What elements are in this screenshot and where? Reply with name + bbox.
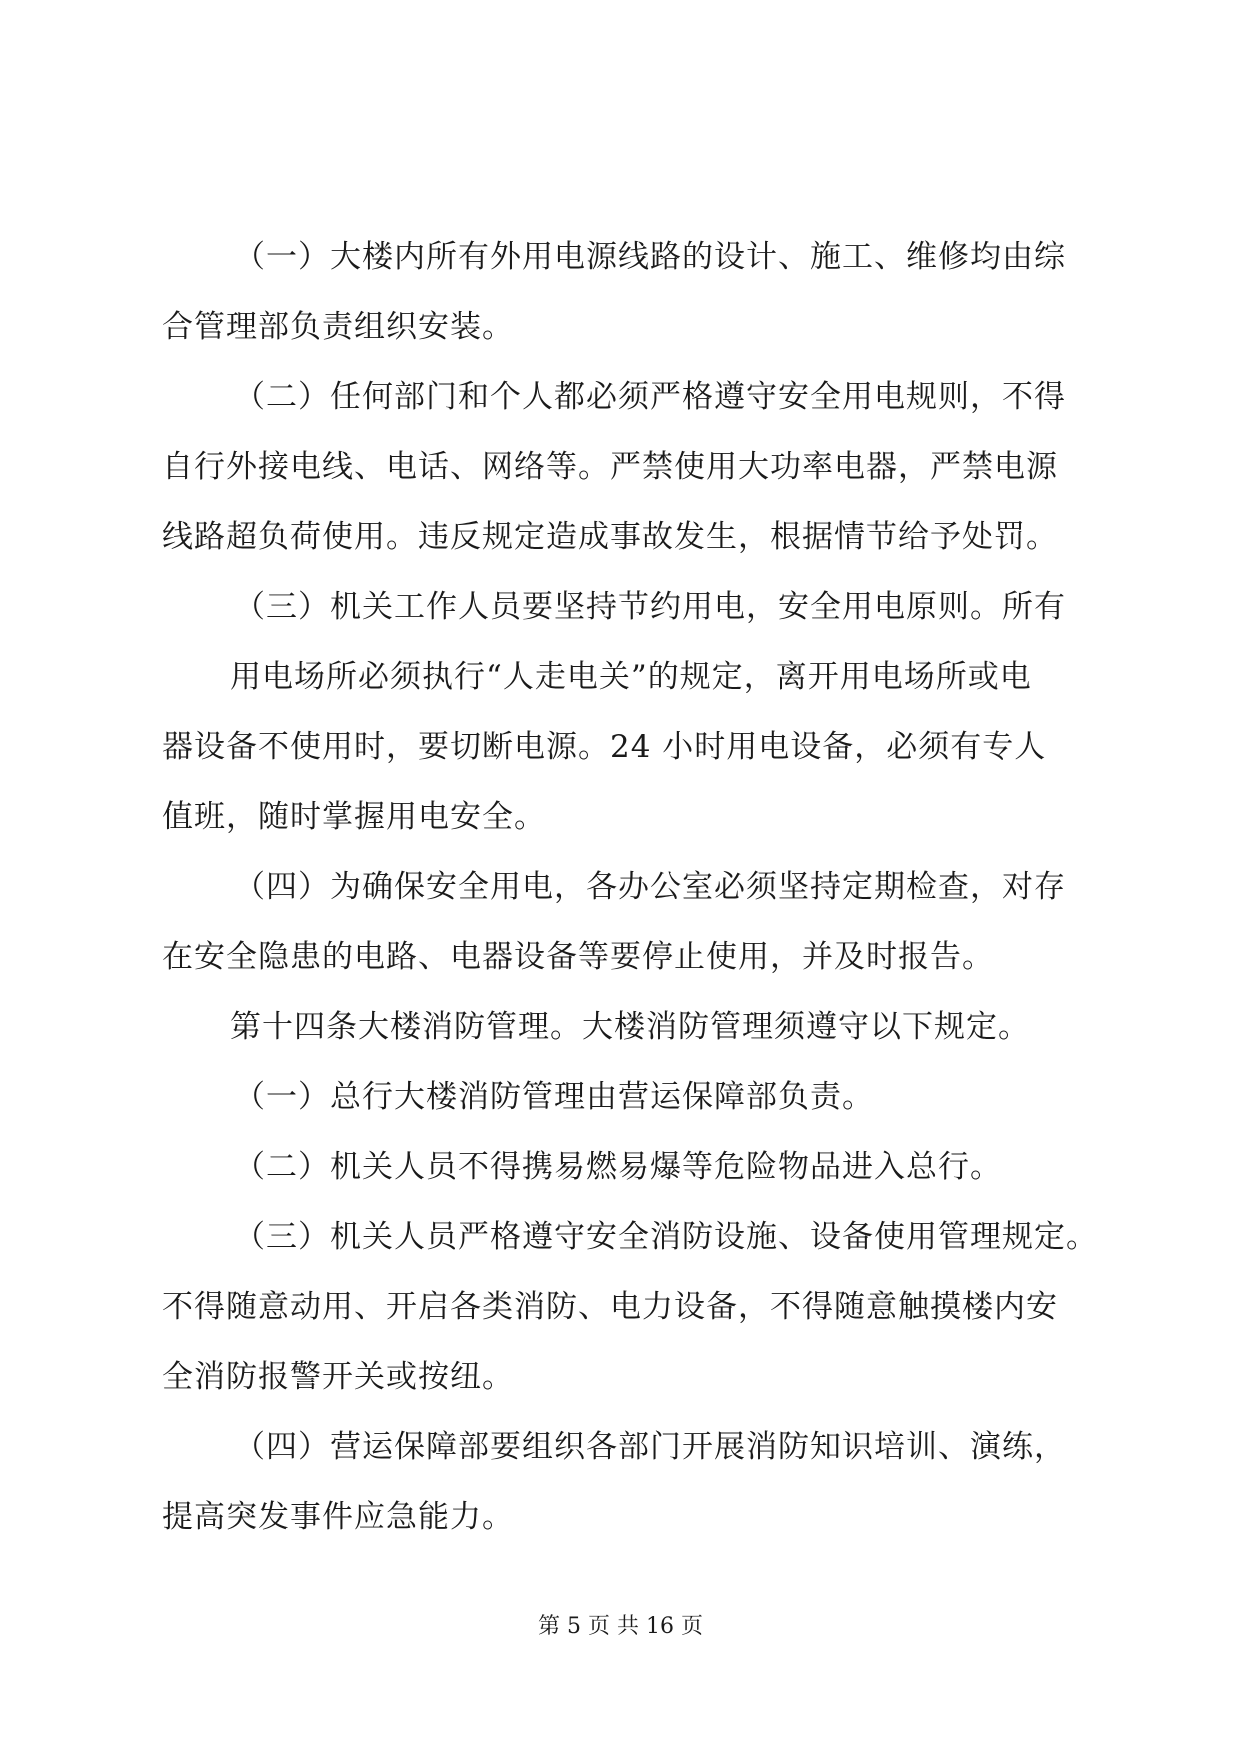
text-line: 用电场所必须执行“人走电关”的规定，离开用电场所或电	[230, 659, 1032, 695]
text-line: （二）任何部门和个人都必须严格遵守安全用电规则，不得	[234, 379, 1066, 415]
text-line: （二）机关人员不得携易燃易爆等危险物品进入总行。	[234, 1149, 1002, 1185]
page-number-footer: 第 5 页 共 16 页	[538, 1614, 703, 1639]
text-line: （三）机关工作人员要坚持节约用电，安全用电原则。所有	[234, 589, 1066, 625]
text-line: 自行外接电线、电话、网络等。严禁使用大功率电器，严禁电源	[162, 449, 1058, 485]
text-line: 第十四条大楼消防管理。大楼消防管理须遵守以下规定。	[230, 1009, 1030, 1045]
text-line: 值班，随时掌握用电安全。	[162, 799, 546, 835]
text-line: （一）总行大楼消防管理由营运保障部负责。	[234, 1079, 874, 1115]
text-line: 提高突发事件应急能力。	[162, 1499, 514, 1535]
text-line: 合管理部负责组织安装。	[162, 309, 514, 345]
text-line: （四）为确保安全用电，各办公室必须坚持定期检查，对存	[234, 869, 1066, 905]
text-line: （一）大楼内所有外用电源线路的设计、施工、维修均由综	[234, 239, 1066, 275]
text-line: （三）机关人员严格遵守安全消防设施、设备使用管理规定。	[234, 1219, 1098, 1255]
text-line: 不得随意动用、开启各类消防、电力设备，不得随意触摸楼内安	[162, 1289, 1058, 1325]
text-line: 器设备不使用时，要切断电源。24 小时用电设备，必须有专人	[162, 729, 1047, 765]
text-line: 在安全隐患的电路、电器设备等要停止使用，并及时报告。	[162, 939, 994, 975]
text-line: 全消防报警开关或按纽。	[162, 1359, 514, 1395]
text-line: 线路超负荷使用。违反规定造成事故发生，根据情节给予处罚。	[162, 519, 1058, 555]
text-line: （四）营运保障部要组织各部门开展消防知识培训、演练，	[234, 1429, 1066, 1465]
